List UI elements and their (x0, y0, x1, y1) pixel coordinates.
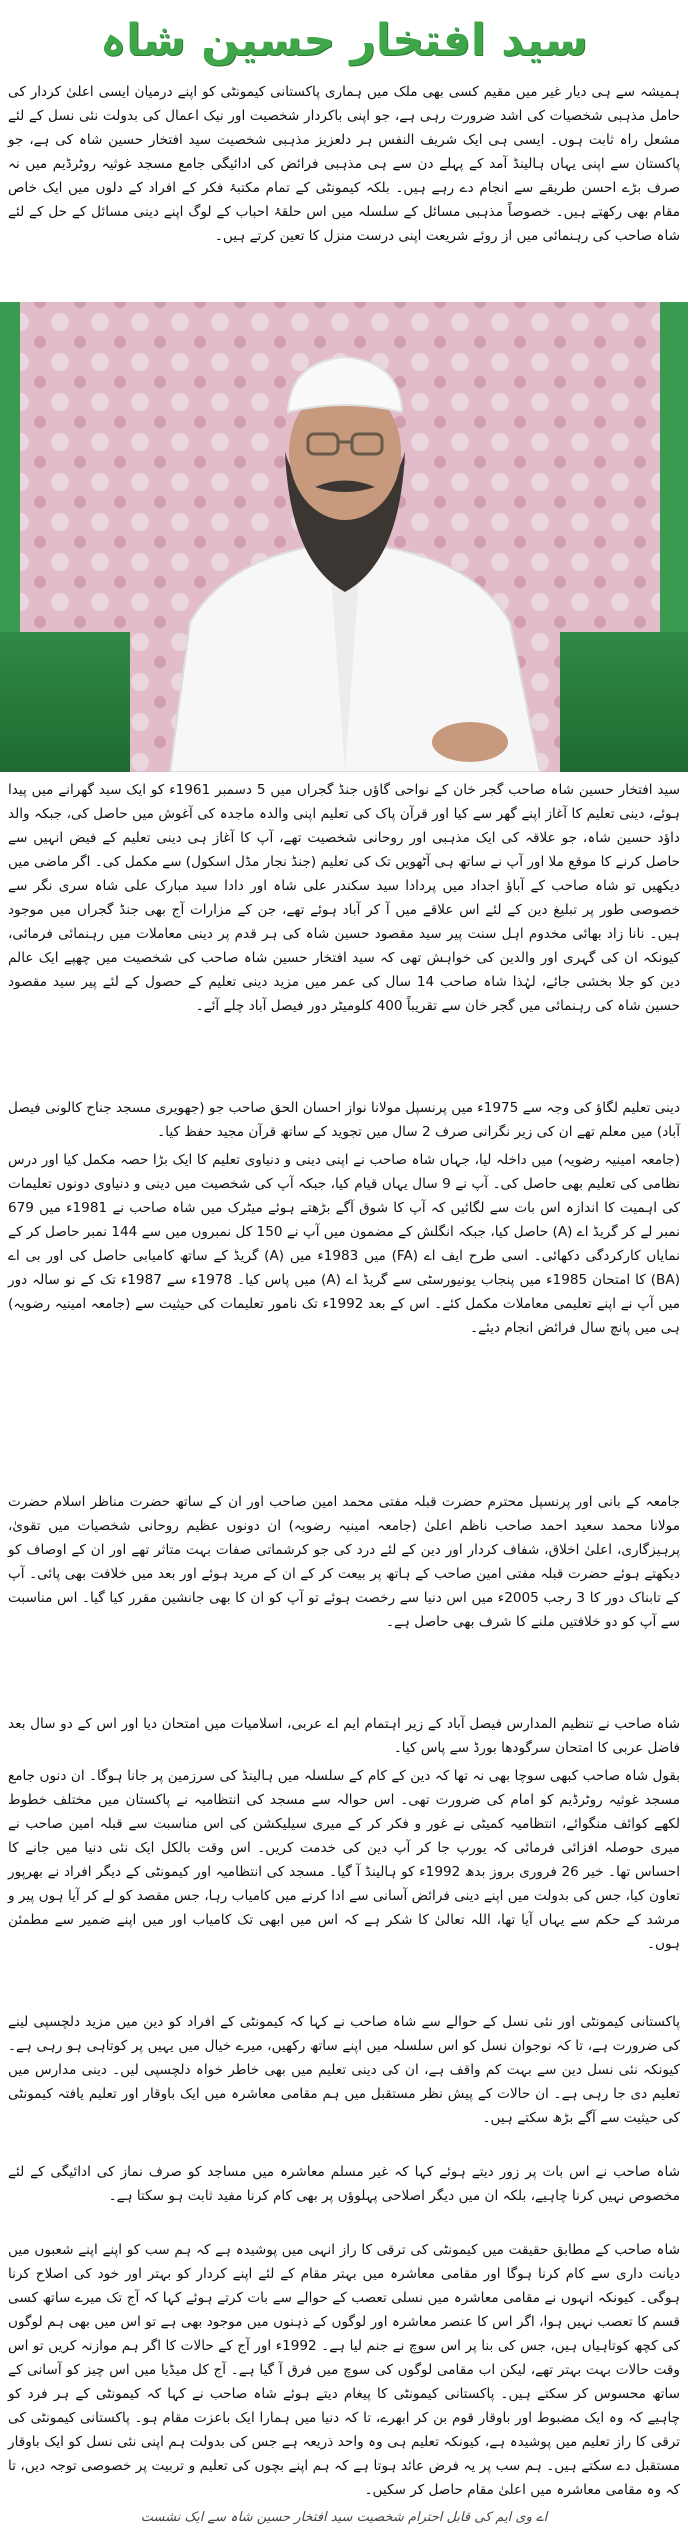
holland-paragraph: بقول شاہ صاحب کبھی سوچا بھی نہ تھا کہ دین کے کام کے سلسلہ میں ہالینڈ کی سرزمین پر جانا ہوگا۔ ان دنوں جامع مسجد غوثیہ روٹرڈیم کو امام کی ضرورت تھی۔ اس حوالہ سے مسجد کی انتظامیہ نے پاکستان میں مختلف خطوط لکھے کوائف منگوائے، انتظامیہ کمیٹی نے غور و فکر کر کے میری سیلیکشن کی اس مناسبت سے قبلہ امین صاحب نے میری حوصلہ افزائی فرمائی کہ یورپ جا کر آپ دین کی خدمت کریں۔ اس وقت بالکل ایک نئی دنیا میں جانے کا احساس تھا۔ خیر 26 فروری بروز بدھ 1992ء کو ہالینڈ آ گیا۔ مسجد کی انتظامیہ اور کیمونٹی کے دیگر افراد نے بھرپور تعاون کیا، جس کی بدولت میں اپنے دینی فرائض آسانی سے ادا کرنے میں کامیاب رہا، جس مقصد کو لے کر آیا ہوں پیر و مرشد کے حکم سے یہاں آیا تھا، اللہ تعالیٰ کا شکر ہے کہ اس میں ابھی تک کامیاب اور میں اپنے ضمیر سے مطمئن ہوں۔ (8, 1768, 680, 1952)
spiritual-paragraph: جامعہ کے بانی اور پرنسپل محترم حضرت قبلہ مفتی محمد امین صاحب اور ان کے ساتھ حضرت مناظر اسلام حضرت مولانا محمد سعید احمد صاحب ناظم اعلیٰ (جامعہ امینیہ رضویہ) ان دونوں عظیم روحانی شخصیات میں تقویٰ، پرہیزگاری، اعلیٰ اخلاق، شفاف کردار اور دین کے لئے درد کی جو کرشماتی صفات بہت متاثر تھے اور ان کے اوصاف کو دیکھتے ہوئے حضرت قبلہ مفتی امین صاحب کے ہاتھ پر بیعت کر کے ان کے مرید ہوئے اور بعد میں خلافت بھی پائی۔ آپ کے تابناک دور کا 3 رجب 2005ء میں اس دنیا سے رخصت ہوئے تو آپ کو ان کا بھی جانشین مقرر کیا گیا۔ اس مناسبت سے آپ کو دو خلافتیں ملنے کا شرف بھی حاصل ہے۔ (8, 1494, 680, 1630)
biography-paragraph: سید افتخار حسین شاہ صاحب گجر خان کے نواحی گاؤں جنڈ گجراں میں 5 دسمبر 1961ء کو ایک سید گھرانے میں پیدا ہوئے، دینی تعلیم کا آغاز اپنے گھر سے کیا اور قرآن پاک کی تعلیم اپنی والدہ ماجدہ کی آغوش میں حاصل کی، جبکہ والد داؤد حسین شاہ، جو علاقہ کی ایک مذہبی اور روحانی شخصیت تھے، آپ کا آغاز ہی دینی تعلیم کے فیض انہیں سے حاصل کرنے کا موقع ملا اور آپ نے ساتھ ہی آٹھویں تک کی تعلیم (جنڈ نجار مڈل اسکول) سے مکمل کی۔ اگر ماضی میں دیکھیں تو شاہ صاحب کے آباؤ اجداد میں پردادا سید سکندر علی شاہ اور دادا سید مبارک علی شاہ سری نگر سے خصوصی طور پر تبلیغ دین کے لئے اس علاقے میں آ کر آباد ہوئے تھے، جن کے مزارات آج بھی جنڈ گجراں میں موجود ہیں۔ نانا زاد بھائی مخدوم اہل سنت پیر سید مقصود حسین شاہ کی ہر قدم پر دینی معاملات میں رہنمائی فرمائی، کیونکہ ان کی گہری اور والدین کی خواہش تھی کہ سید افتخار حسین شاہ صاحب کی شخصیت میں چھپے ایک عالم دین کو جلا بخشی جائے، لہٰذا شاہ صاحب 14 سال کی عمر میں مزید دینی تعلیم کے حصول کے لئے پیر سید مقصود حسین شاہ کی رہنمائی میں گجر خان سے تقریباً 400 کلومیٹر دور فیصل آباد چلے آئے۔ (8, 782, 680, 1014)
exam-paragraph: شاہ صاحب نے تنظیم المدارس فیصل آباد کے زیر اہتمام ایم اے عربی، اسلامیات میں امتحان دیا اور اس کے دو سال بعد فاضل عربی کا امتحان سرگودھا بورڈ سے پاس کیا۔ (8, 1716, 680, 1756)
article-caption: اے وی ایم کی قابل احترام شخصیت سید افتخار حسین شاہ سے ایک نشست (140, 2510, 548, 2525)
community-paragraph: پاکستانی کیمونٹی اور نئی نسل کے حوالے سے شاہ صاحب نے کہا کہ کیمونٹی کے افراد کو دین میں مزید دلچسپی لینے کی ضرورت ہے، تا کہ نوجوان نسل کو اس سلسلہ میں اپنے ساتھ رکھیں، میرے خیال میں یہیں پر کوتاہی ہو رہی ہے۔ کیونکہ نئی نسل دین سے بہت کم واقف ہے، ان کی دینی تعلیم میں بھی خاطر خواہ دلچسپی لیں۔ دینی مدارس میں تعلیم دی جا رہی ہے۔ ان حالات کے پیش نظر مستقبل میں ہم مقامی معاشرہ میں ایک باوقار اور تعلیم یافتہ کیمونٹی کی حیثیت سے آگے بڑھ سکتے ہیں۔ (8, 2014, 680, 2126)
article-title: سید افتخار حسین شاہ (100, 15, 588, 66)
portrait-image (0, 302, 688, 772)
hifz-paragraph: دینی تعلیم لگاؤ کی وجہ سے 1975ء میں پرنسپل مولانا نواز احسان الحق صاحب جو (جھویری مسجد جناح کالونی فیصل آباد) میں معلم تھے ان کی زیر نگرانی صرف 2 سال میں تجوید کے ساتھ قرآن مجید حفظ کیا۔ (8, 1100, 680, 1140)
education-paragraph: (جامعہ امینیہ رضویہ) میں داخلہ لیا، جہاں شاہ صاحب نے اپنی دینی و دنیاوی تعلیم کا ایک بڑا حصہ مکمل کیا اور درس نظامی کی تعلیم بھی حاصل کی۔ آپ نے 9 سال یہاں قیام کیا، جبکہ آپ کی شخصیت میں دینی و دنیاوی دونوں تعلیمات کی اہمیت کا اندازہ اس بات سے لگائیں کہ آپ کا شوق آگے بڑھتے ہوئے میٹرک میں شاہ صاحب نے 1981ء میں 679 نمبر لے کر گریڈ اے (A) حاصل کیا، جبکہ انگلش کے مضمون میں آپ نے 150 کل نمبروں میں سے 144 نمبر حاصل کر کے نمایاں کارکردگی دکھائی۔ اسی طرح ایف اے (FA) میں 1983ء میں (A) گریڈ کے ساتھ کامیابی حاصل کی اور بی اے (BA) کا امتحان 1985ء میں پنجاب یونیورسٹی سے گریڈ اے (A) میں پاس کیا۔ 1978ء سے 1987ء تک کے نو سالہ دور میں آپ نے اپنے تعلیمی معاملات مکمل کئے۔ اس کے بعد 1992ء تک نامور تعلیمات کی حیثیت سے (جامعہ امینیہ رضویہ) ہی میں پانچ سال فرائض انجام دیئے۔ (8, 1152, 681, 1336)
mosque-role-paragraph: شاہ صاحب نے اس بات پر زور دیتے ہوئے کہا کہ غیر مسلم معاشرہ میں مساجد کو صرف نماز کی ادائیگی کے لئے مخصوص نہیں کرنا چاہیے، بلکہ ان میں دیگر اصلاحی پہلوؤں پر بھی کام کرنا مفید ثابت ہو سکتا ہے۔ (8, 2164, 680, 2204)
message-paragraph: شاہ صاحب کے مطابق حقیقت میں کیمونٹی کی ترقی کا راز انہی میں پوشیدہ ہے کہ ہم سب کو اپنے اپنے شعبوں میں دیانت داری سے کام کرنا ہوگا اور مقامی معاشرہ میں بہتر مقام کے لئے اپنے کردار کو بہتر اور خود کی اصلاح کرنا ہوگی۔ کیونکہ انہوں نے مقامی معاشرہ میں نسلی تعصب کے حوالے سے بات کرتے ہوئے کہا کہ آج تک میرے ساتھ کسی قسم کا تعصب نہیں ہوا، اگر اس کا عنصر معاشرہ اور لوگوں کے ذہنوں میں موجود بھی ہے تو اس میں بھی ہم لوگوں کی کچھ کوتاہیاں ہیں، جس کی بنا پر اس سوچ نے جنم لیا ہے۔ 1992ء اور آج کے حالات کا اگر ہم موازنہ کریں تو اس وقت حالات بہت بہتر تھے، لیکن اب مقامی لوگوں کی سوچ میں فرق آ گیا ہے۔ آج کل میڈیا میں اس چیز کو آسانی کے ساتھ محسوس کر سکتے ہیں۔ پاکستانی کیمونٹی کا پیغام دیتے ہوئے شاہ صاحب نے کہا کہ کیمونٹی کے ہر فرد کو چاہیے کہ وہ ایک مضبوط اور باوقار قوم بن کر ابھرے، تا کہ دنیا میں ہمارا ایک باعزت مقام ہو۔ پاکستانی کیمونٹی کی ترقی کا راز تعلیم میں پوشیدہ ہے، کیونکہ تعلیم ہی وہ واحد ذریعہ ہے جس کی بدولت ہم اپنی نئی نسل کو ایک باوقار مستقبل دے سکتے ہیں۔ ہم سب پر یہ فرض عائد ہوتا ہے کہ ہم اپنے بچوں کی تعلیم و تربیت پر خصوصی توجہ دیں، تا کہ وہ مقامی معاشرہ میں اعلیٰ مقام حاصل کر سکیں۔ (8, 2242, 680, 2498)
portrait-photo (0, 302, 688, 772)
intro-paragraph: ہمیشہ سے ہی دیار غیر میں مقیم کسی بھی ملک میں ہماری پاکستانی کیمونٹی کو اپنے درمیان ایسی اعلیٰ کردار کی حامل مذہبی شخصیات کی اشد ضرورت رہی ہے، جو اپنی باکردار شخصیت اور نیک اعمال کی بدولت نئی نسل کے لئے مشعل راہ ثابت ہوں۔ ایسی ہی ایک شریف النفس ہر دلعزیز مذہبی شخصیت سید افتخار حسین شاہ کی ہے، جو پاکستان سے اپنی یہاں ہالینڈ آمد کے پہلے دن سے ہی مذہبی فرائض کی ادائیگی جامع مسجد غوثیہ روٹرڈیم میں نہ صرف بڑے احسن طریقے سے انجام دے رہے ہیں۔ بلکہ کیمونٹی کے تمام مکتبۂ فکر کے افراد کے دلوں میں ایک خاص مقام بھی رکھتے ہیں۔ خصوصاً مذہبی مسائل کے سلسلہ میں اس حلقۂ احباب کے لوگ اپنے دینی مسائل کے حل کے لئے شاہ صاحب کی رہنمائی میں از روئے شریعت اپنی درست منزل کا تعین کرتے ہیں۔ (8, 84, 680, 244)
